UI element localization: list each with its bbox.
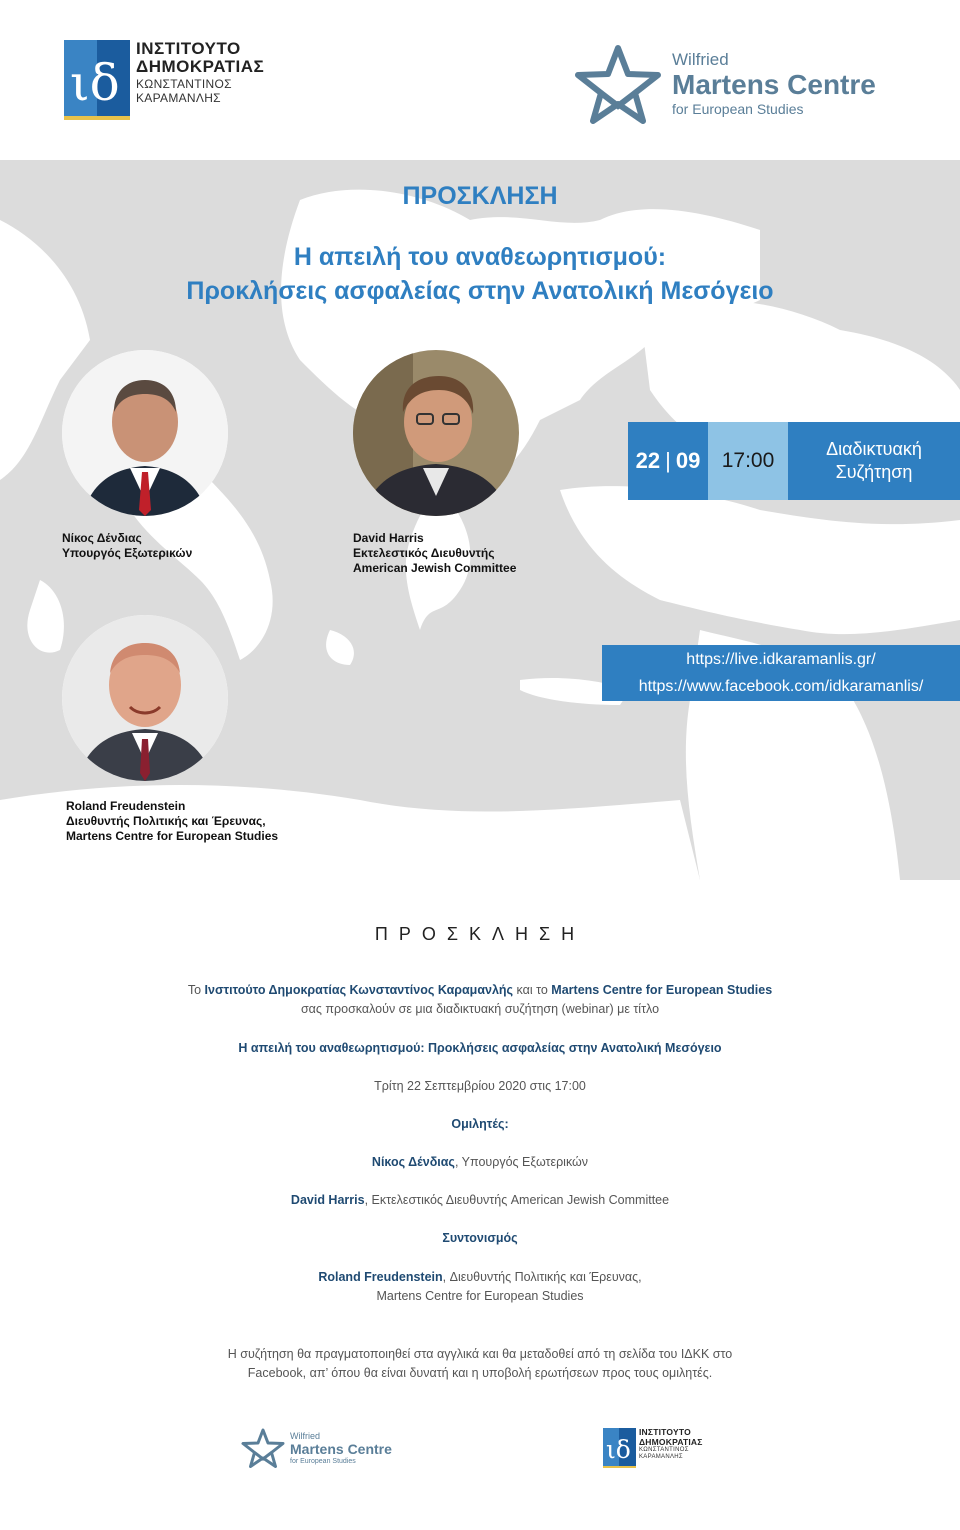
event-title-line1: Η απειλή του αναθεωρητισμού:: [293, 243, 667, 271]
idkk-logo-mark: ιδ: [603, 1428, 636, 1468]
stream-links-box: [602, 645, 960, 701]
wmc-logo-line1: Wilfried: [672, 50, 729, 69]
invitation-heading: ΠΡΟΣΚΛΗΣΗ: [402, 182, 558, 210]
idkk-logo-line1: ΙΝΣΤΙΤΟΥΤΟ: [136, 39, 241, 58]
speaker-photo-harris: [353, 350, 519, 516]
star-icon: [241, 1428, 285, 1468]
live-stream-link[interactable]: https://live.idkaramanlis.gr/: [686, 651, 876, 668]
speaker-photo-freudenstein: [62, 615, 228, 781]
event-title-line2: Προκλήσεις ασφαλείας στην Ανατολική Μεσόγειο: [186, 277, 774, 305]
event-date: 22 | 09: [628, 422, 708, 500]
facebook-link[interactable]: https://www.facebook.com/idkaramanlis/: [638, 678, 924, 695]
idkk-logo-line3: ΚΩΝΣΤΑΝΤΙΝΟΣ: [136, 77, 232, 91]
event-format: Διαδικτυακή Συζήτηση: [788, 422, 960, 500]
moderator-line-freudenstein: Roland Freudenstein, Διευθυντής Πολιτικής και Έρευνας, Martens Centre for European Studies: [318, 1270, 642, 1303]
idkk-logo-mark: ιδ: [64, 40, 130, 120]
body-event-date: Τρίτη 22 Σεπτεμβρίου 2020 στις 17:00: [374, 1079, 586, 1093]
moderation-heading: Συντονισμός: [442, 1231, 518, 1245]
speaker-caption-dendias: Νίκος Δένδιας Υπουργός Εξωτερικών: [62, 531, 193, 560]
body-invitation-heading: ΠΡΟΣΚΛΗΣΗ: [374, 924, 586, 944]
body-event-title: Η απειλή του αναθεωρητισμού: Προκλήσεις ασφαλείας στην Ανατολική Μεσόγειο: [238, 1041, 722, 1055]
speaker-photo-dendias: [62, 350, 228, 516]
event-date-box: [628, 422, 960, 500]
wmc-logo-line2: Martens Centre: [672, 69, 876, 100]
martens-centre-logo-footer[interactable]: Wilfried Martens Centre for European Studies: [241, 1428, 392, 1468]
speakers-heading: Ομιλητές:: [451, 1117, 509, 1131]
speaker-caption-harris: David Harris Εκτελεστικός Διευθυντής American Jewish Committee: [353, 531, 517, 575]
speaker-line-dendias: Νίκος Δένδιας, Υπουργός Εξωτερικών: [371, 1155, 589, 1169]
idkk-logo-footer[interactable]: ιδ ΙΝΣΤΙΤΟΥΤΟ ΔΗΜΟΚΡΑΤΙΑΣ ΚΩΝΣΤΑΝΤΙΝΟΣ ΚΑΡΑΜΑΝΛΗΣ: [603, 1428, 703, 1468]
event-title: [0, 240, 960, 308]
event-banner: [0, 160, 960, 880]
broadcast-note: Η συζήτηση θα πραγματοποιηθεί στα αγγλικά και θα μεταδοθεί από τη σελίδα του ΙΔΚΚ στο Facebook, απ’ όπου θα είναι δυνατή και η υποβολή ερωτήσεων προς τους ομιλητές.: [227, 1347, 733, 1380]
speaker-caption-freudenstein: Roland Freudenstein Διευθυντής Πολιτικής και Έρευνας, Martens Centre for European Studies: [66, 799, 279, 843]
martens-centre-logo[interactable]: [574, 44, 876, 124]
intro-paragraph: Το Ινστιτούτο Δημοκρατίας Κωνσταντίνος Καραμανλής και το Martens Centre for European Studies σας προσκαλούν σε μια διαδικτυακή συζήτηση (webinar) με τίτλο: [187, 983, 773, 1016]
invitation-body: [0, 880, 960, 1530]
star-icon: [574, 44, 662, 124]
idkk-logo-line4: ΚΑΡΑΜΑΝΛΗΣ: [136, 91, 221, 105]
idkk-logo[interactable]: [64, 40, 264, 120]
wmc-logo-line3: for European Studies: [672, 101, 804, 117]
speaker-line-harris: David Harris, Εκτελεστικός Διευθυντής American Jewish Committee: [290, 1193, 670, 1207]
idkk-logo-line2: ΔΗΜΟΚΡΑΤΙΑΣ: [136, 57, 265, 76]
event-time: 17:00: [708, 422, 788, 500]
header: [0, 0, 960, 160]
